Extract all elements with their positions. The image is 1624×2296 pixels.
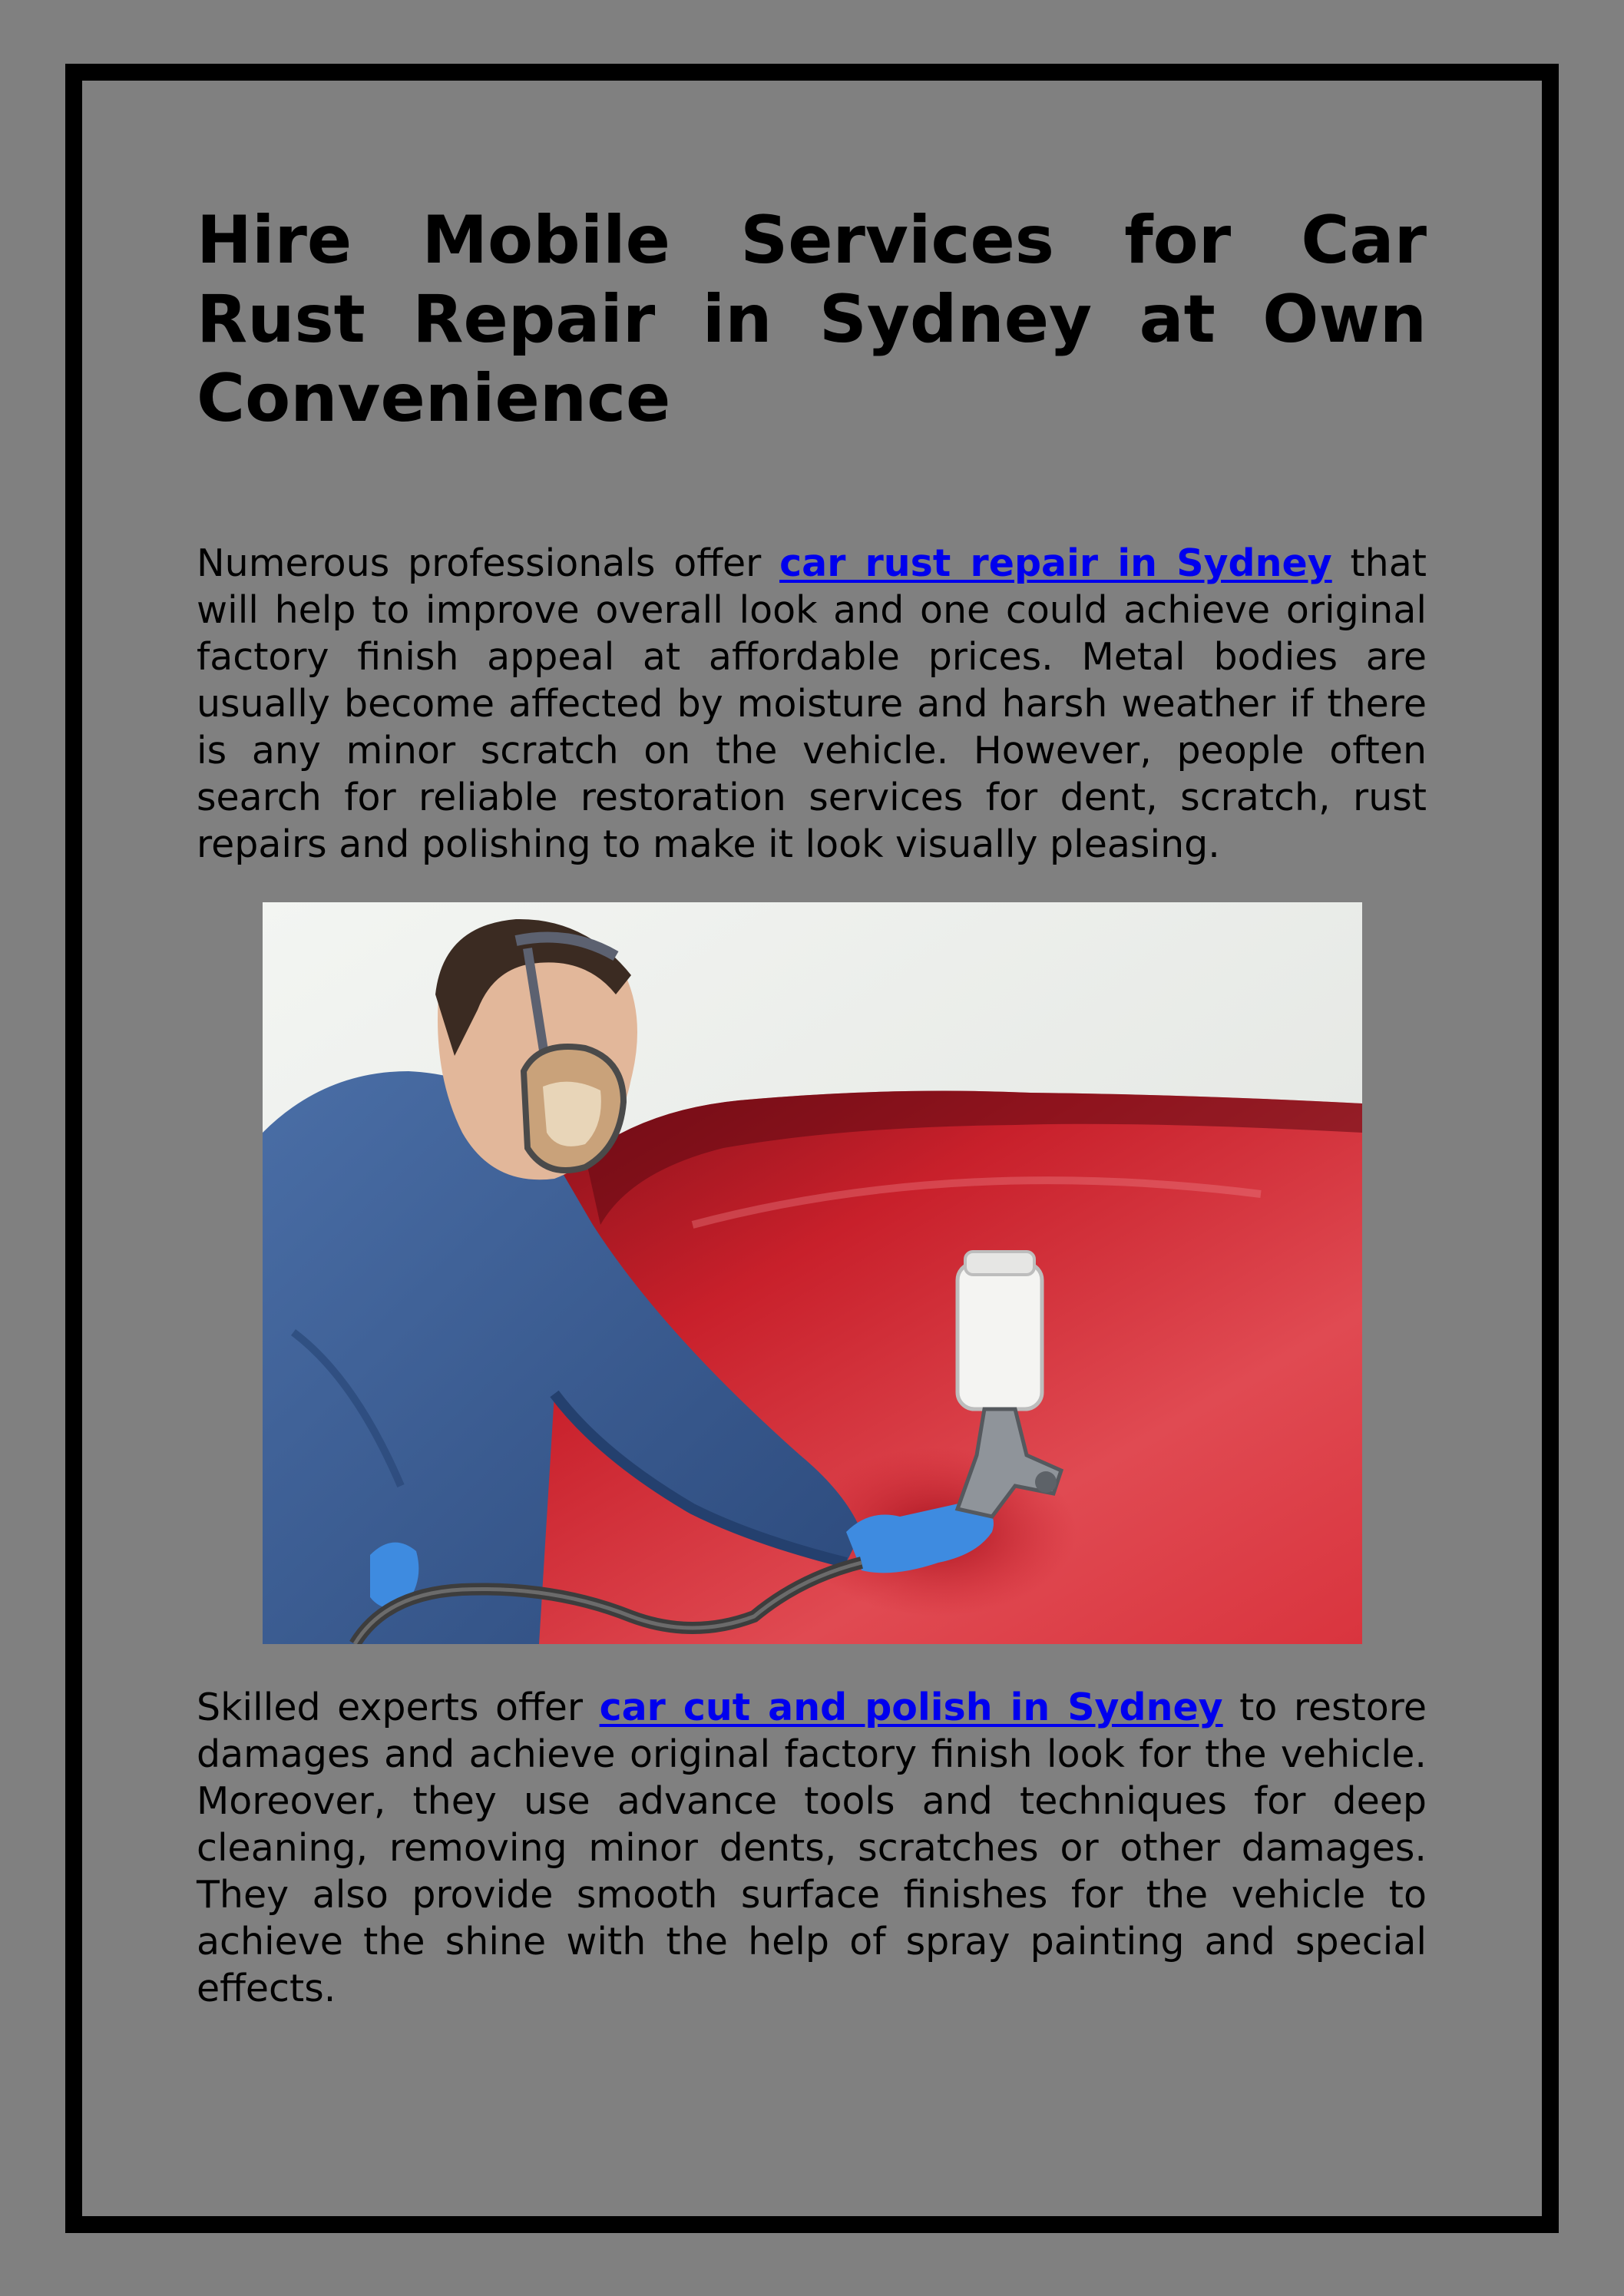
spray-painting-photo <box>263 902 1362 1644</box>
paragraph-2-rest-text: to restore damages and achieve original factory finish look for the vehicle. Moreover, they use advance tools and techniques for deep cleaning, removing minor dents, scratches or other damages. They also provide smooth surface finishes for the vehicle to achieve the shine with the help of spray painting and special effects. <box>197 1686 1427 2010</box>
article-paragraph-1 <box>197 540 1427 868</box>
paragraph-1-rest-text: that will help to improve overall look and one could achieve original factory finish appeal at affordable prices. Metal bodies are usually become affected by moisture and harsh weather if there is any minor scratch on the vehicle. However, people often search for reliable restoration services for dent, scratch, rust repairs and polishing to make it look visually pleasing. <box>197 541 1427 866</box>
paragraph-1-intro-text: Numerous professionals offer <box>197 541 780 585</box>
article-title: Hire Mobile Services for Car Rust Repair in Sydney at Own Convenience <box>197 202 1427 437</box>
car-rust-repair-link[interactable]: car rust repair in Sydney <box>779 541 1332 585</box>
spray-gun-paint-cup <box>958 1263 1042 1409</box>
car-cut-and-polish-link[interactable]: car cut and polish in Sydney <box>599 1686 1223 1729</box>
paragraph-2-intro-text: Skilled experts offer <box>197 1686 600 1729</box>
article-paragraph-2 <box>197 1684 1427 2012</box>
